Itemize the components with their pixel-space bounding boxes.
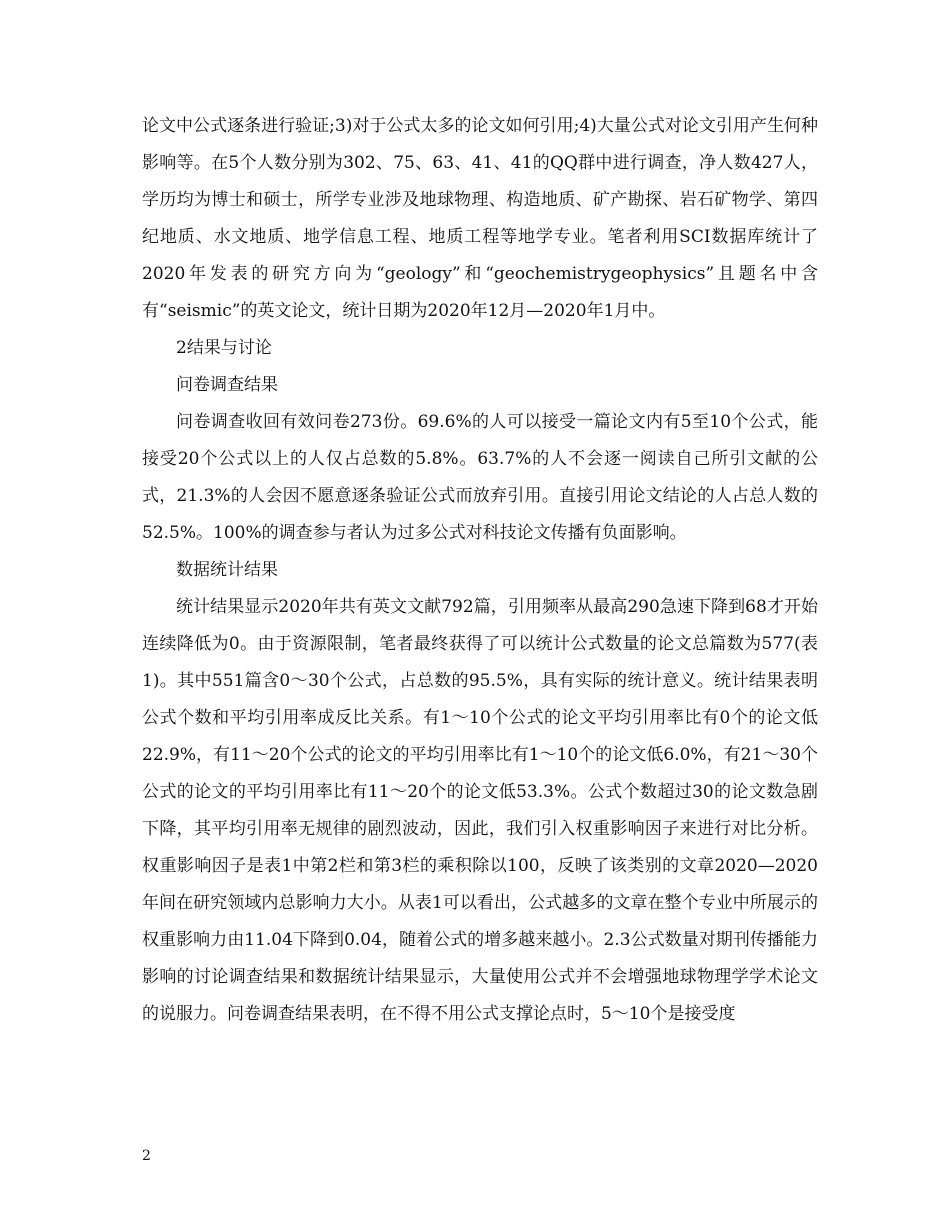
paragraph-survey-results: 问卷调查收回有效问卷273份。69.6%的人可以接受一篇论文内有5至10个公式，能接受20个公式以上的人仅占总数的5.8%。63.7%的人不会逐一阅读自己所引文献的公式，21.3%的人会因不愿意逐条验证公式而放弃引用。直接引用论文结论的人占总人数的52.5%。100%的调查参与者认为过多公式对科技论文传播有负面影响。 bbox=[142, 412, 818, 543]
page-number: 2 bbox=[142, 1148, 151, 1164]
paragraph-statistics-results: 统计结果显示2020年共有英文文献792篇，引用频率从最高290急速下降到68才开始连续降低为0。由于资源限制，笔者最终获得了可以统计公式数量的论文总篇数为577(表1)。其中551篇含0～30个公式，占总数的95.5%，具有实际的统计意义。统计结果表明公式个数和平均引用率成反比关系。有1～10个公式的论文平均引用率比有0个的论文低22.9%，有11～20个公式的论文的平均引用率比有1～10个的论文低6.0%，有21～30个公式的论文的平均引用率比有11～20个的论文低53.3%。公式个数超过30的论文数急剧下降，其平均引用率无规律的剧烈波动，因此，我们引入权重影响因子来进行对比分析。权重影响因子是表1中第2栏和第3栏的乘积除以100，反映了该类别的文章2020—2020年间在研究领域内总影响力大小。从表1可以看出，公式越多的文章在整个专业中所展示的权重影响力由11.04下降到0.04，随着公式的增多越来越小。2.3公式数量对期刊传播能力影响的讨论调查结果和数据统计结果显示，大量使用公式并不会增强地球物理学学术论文的说服力。问卷调查结果表明，在不得不用公式支撑论点时，5～10个是接受度 bbox=[142, 597, 818, 1024]
subsection-heading-survey: 问卷调查结果 bbox=[176, 375, 278, 395]
document-body bbox=[142, 108, 818, 1033]
subsection-heading-statistics: 数据统计结果 bbox=[176, 560, 278, 580]
section-heading-results: 2结果与讨论 bbox=[176, 338, 272, 358]
paragraph-continued: 论文中公式逐条进行验证;3)对于公式太多的论文如何引用;4)大量公式对论文引用产生何种影响等。在5个人数分别为302、75、63、41、41的QQ群中进行调查，净人数427人，学历均为博士和硕士，所学专业涉及地球物理、构造地质、矿产勘探、岩石矿物学、第四纪地质、水文地质、地学信息工程、地质工程等地学专业。笔者利用SCI数据库统计了2020年发表的研究方向为“geology”和“geochemistrygeophysics”且题名中含有“seismic”的英文论文，统计日期为2020年12月—2020年1月中。 bbox=[142, 116, 818, 321]
